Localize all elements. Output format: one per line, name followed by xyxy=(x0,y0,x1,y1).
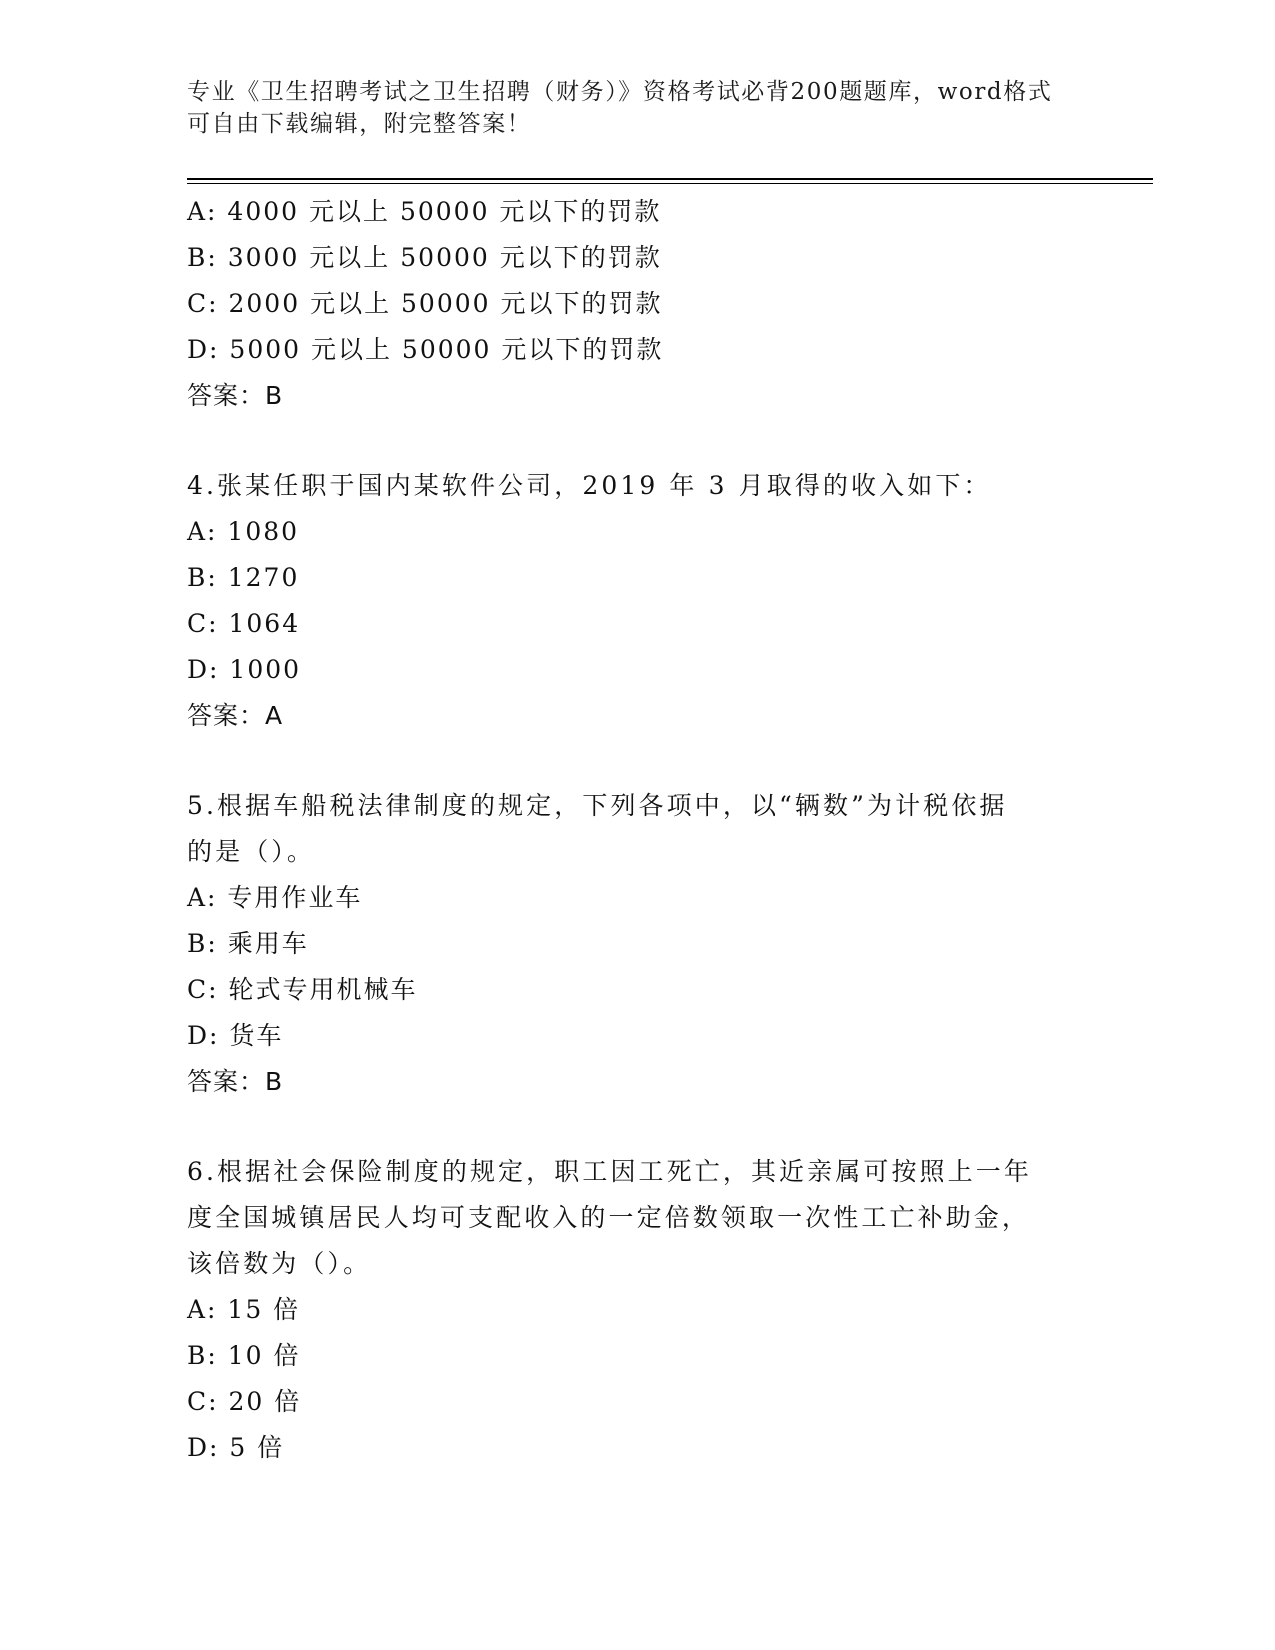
spacer xyxy=(187,419,1087,463)
header-divider-thin xyxy=(187,183,1153,184)
header-title-line-2: 可自由下载编辑，附完整答案！ xyxy=(187,111,532,137)
header-title-line-1: 专业《卫生招聘考试之卫生招聘（财务）》资格考试必背200题题库，word格式 xyxy=(187,79,1053,105)
question-list xyxy=(187,189,1087,1471)
option-b: B: 1270 xyxy=(187,563,300,592)
document-header xyxy=(187,76,1067,140)
question-text: 4.张某任职于国内某软件公司，2019 年 3 月取得的收入如下： xyxy=(187,471,992,500)
option-b: B: 10 倍 xyxy=(187,1341,301,1370)
option-b: B: 乘用车 xyxy=(187,929,309,958)
spacer xyxy=(187,1105,1087,1149)
question-4 xyxy=(187,463,1087,739)
option-c: C: 轮式专用机械车 xyxy=(187,975,418,1004)
option-a: A: 4000 元以上 50000 元以下的罚款 xyxy=(187,197,662,226)
option-c: C: 20 倍 xyxy=(187,1387,302,1416)
question-3 xyxy=(187,189,1087,419)
option-d: D: 1000 xyxy=(187,655,302,684)
option-d: D: 货车 xyxy=(187,1021,284,1050)
question-text-line-1: 5.根据车船税法律制度的规定，下列各项中，以“辆数”为计税依据 xyxy=(187,791,1008,820)
question-5 xyxy=(187,783,1087,1105)
option-b: B: 3000 元以上 50000 元以下的罚款 xyxy=(187,243,662,272)
answer: 答案：A xyxy=(187,701,284,730)
option-d: D: 5 倍 xyxy=(187,1433,285,1462)
spacer xyxy=(187,739,1087,783)
question-6 xyxy=(187,1149,1087,1471)
option-a: A: 15 倍 xyxy=(187,1295,301,1324)
question-text-line-1: 6.根据社会保险制度的规定，职工因工死亡，其近亲属可按照上一年 xyxy=(187,1157,1032,1186)
question-text-line-2: 的是（）。 xyxy=(187,837,316,866)
question-text-line-3: 该倍数为（）。 xyxy=(187,1249,372,1278)
answer: 答案：B xyxy=(187,381,284,410)
option-a: A: 专用作业车 xyxy=(187,883,363,912)
option-d: D: 5000 元以上 50000 元以下的罚款 xyxy=(187,335,664,364)
option-c: C: 1064 xyxy=(187,609,301,638)
option-c: C: 2000 元以上 50000 元以下的罚款 xyxy=(187,289,663,318)
answer: 答案：B xyxy=(187,1067,284,1096)
header-divider-thick xyxy=(187,178,1153,180)
option-a: A: 1080 xyxy=(187,517,300,546)
question-text-line-2: 度全国城镇居民人均可支配收入的一定倍数领取一次性工亡补助金， xyxy=(187,1203,1031,1232)
